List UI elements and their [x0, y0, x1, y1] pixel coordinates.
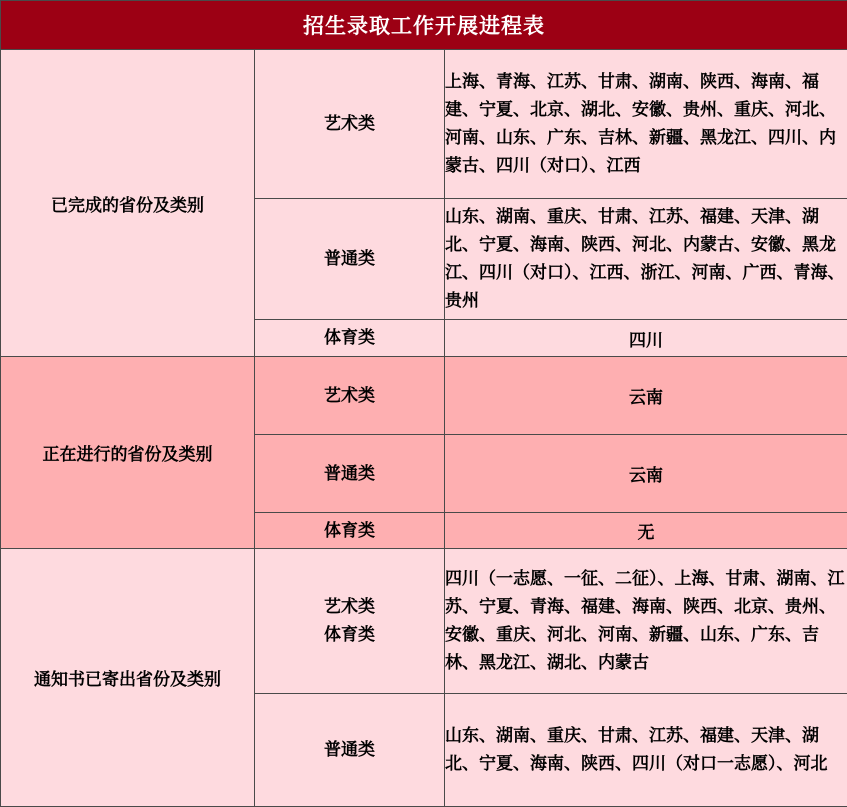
section-notices-sent-label: 通知书已寄出省份及类别 — [1, 549, 255, 807]
province-list-cell: 上海、青海、江苏、甘肃、湖南、陕西、海南、福建、宁夏、北京、湖北、安徽、贵州、重庆、河北、河南、山东、广东、吉林、新疆、黑龙江、四川、内蒙古、四川（对口）、江西 — [445, 50, 847, 199]
province-list-cell: 云南 — [445, 357, 847, 435]
category-cell: 艺术类 — [255, 357, 445, 435]
category-cell: 普通类 — [255, 435, 445, 513]
province-list-cell: 无 — [445, 513, 847, 549]
province-list-cell: 云南 — [445, 435, 847, 513]
section-completed-label: 已完成的省份及类别 — [1, 50, 255, 357]
category-label: 艺术类 — [324, 597, 375, 617]
category-cell: 普通类 — [255, 199, 445, 320]
table-row — [1, 549, 847, 694]
category-cell: 体育类 — [255, 320, 445, 357]
table-row — [1, 357, 847, 435]
title-row — [1, 1, 847, 50]
category-cell: 体育类 — [255, 513, 445, 549]
province-list-cell: 山东、湖南、重庆、甘肃、江苏、福建、天津、湖北、宁夏、海南、陕西、河北、内蒙古、安徽、黑龙江、四川（对口）、江西、浙江、河南、广西、青海、贵州 — [445, 199, 847, 320]
section-in-progress-label: 正在进行的省份及类别 — [1, 357, 255, 549]
category-cell — [255, 549, 445, 694]
category-cell: 普通类 — [255, 694, 445, 807]
table-title: 招生录取工作开展进程表 — [1, 1, 847, 50]
province-list-cell: 四川（一志愿、一征、二征）、上海、甘肃、湖南、江苏、宁夏、青海、福建、海南、陕西、北京、贵州、安徽、重庆、河北、河南、新疆、山东、广东、吉林、黑龙江、湖北、内蒙古 — [445, 549, 847, 694]
province-list-cell: 山东、湖南、重庆、甘肃、江苏、福建、天津、湖北、宁夏、海南、陕西、四川（对口一志愿）、河北 — [445, 694, 847, 807]
category-label: 体育类 — [324, 625, 375, 645]
category-cell: 艺术类 — [255, 50, 445, 199]
table-row — [1, 50, 847, 199]
province-list-cell: 四川 — [445, 320, 847, 357]
